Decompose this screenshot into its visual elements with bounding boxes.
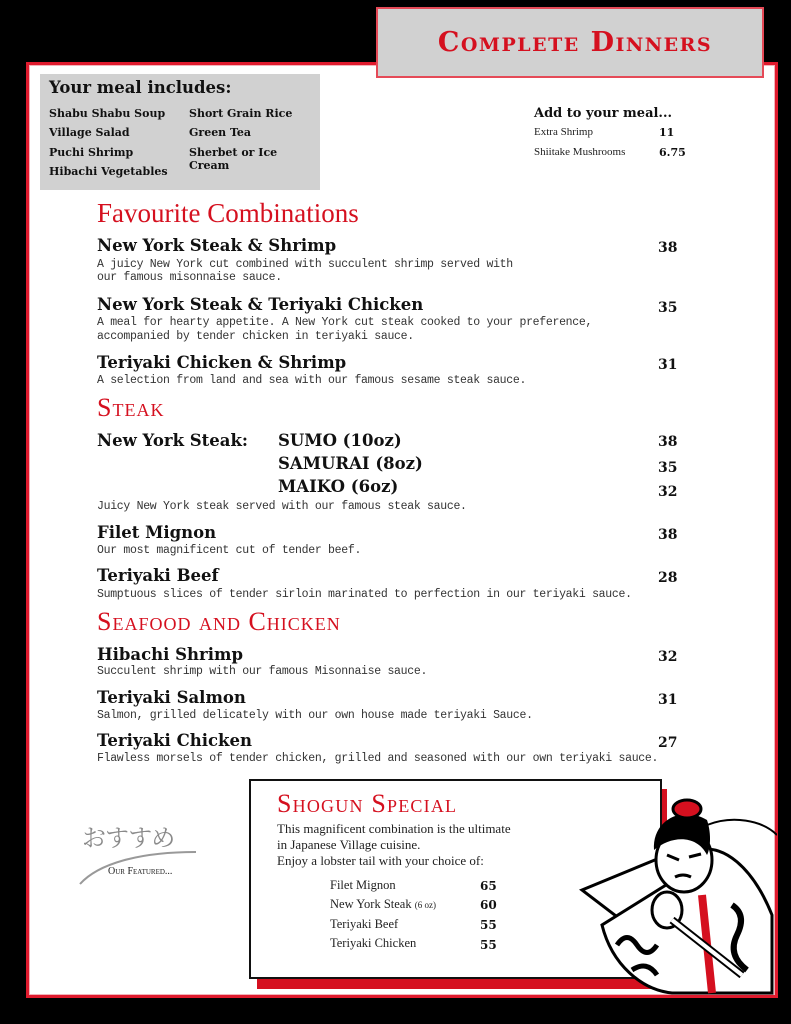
menu-item-desc: Salmon, grilled delicately with our own house made teriyaki Sauce. (97, 709, 533, 722)
shogun-item-price: 65 (480, 879, 497, 893)
menu-item-price: 38 (658, 240, 678, 256)
steak-size-name: MAIKO (6oz) (278, 477, 399, 496)
featured-japanese-text: おすすめ (82, 824, 175, 852)
includes-item: Short Grain Rice (189, 107, 293, 120)
featured-english-text: Our Featured... (108, 866, 173, 877)
menu-item-desc: Our most magnificent cut of tender beef. (97, 544, 362, 557)
shogun-item-price: 55 (480, 938, 497, 952)
shogun-item-name: Teriyaki Chicken (330, 936, 417, 950)
samurai-illustration-icon (572, 795, 777, 995)
steak-size-name: SUMO (10oz) (278, 431, 402, 450)
menu-item-desc: accompanied by tender chicken in teriyaki sauce. (97, 330, 414, 343)
menu-item-price: 35 (658, 300, 678, 316)
featured-logo (78, 818, 208, 888)
meal-includes-panel (40, 74, 320, 190)
section-title-steak: Steak (97, 393, 165, 422)
menu-item-price: 32 (658, 649, 678, 665)
menu-item-desc: A juicy New York cut combined with succulent shrimp served with (97, 258, 513, 271)
menu-item-desc: A selection from land and sea with our famous sesame steak sauce. (97, 374, 527, 387)
shogun-intro-line: Enjoy a lobster tail with your choice of: (277, 853, 484, 868)
menu-item-price: 28 (658, 570, 678, 586)
shogun-intro-line: in Japanese Village cuisine. (277, 837, 421, 852)
meal-includes-heading: Your meal includes: (49, 78, 232, 97)
addon-price: 6.75 (659, 146, 686, 159)
menu-item-name: New York Steak & Teriyaki Chicken (97, 295, 424, 314)
shogun-item-price: 60 (480, 898, 497, 912)
includes-item: Green Tea (189, 126, 252, 139)
includes-item: Puchi Shrimp (49, 146, 134, 159)
menu-item-name: New York Steak & Shrimp (97, 236, 337, 255)
shogun-item-name: Filet Mignon (330, 878, 396, 892)
steak-size-price: 38 (658, 434, 678, 450)
shogun-intro (277, 821, 577, 869)
includes-item: Village Salad (49, 126, 130, 139)
shogun-item-price: 55 (480, 918, 497, 932)
menu-item-price: 31 (658, 692, 678, 708)
includes-item: Hibachi Vegetables (49, 165, 168, 178)
ny-steak-label: New York Steak: (97, 431, 248, 450)
shogun-item-name: New York Steak (6 oz) (330, 897, 436, 911)
page-title-banner (376, 7, 764, 78)
menu-item-desc: A meal for hearty appetite. A New York cut steak cooked to your preference, (97, 316, 593, 329)
menu-item-desc: Flawless morsels of tender chicken, grilled and seasoned with our own teriyaki sauce. (97, 752, 659, 765)
menu-item-name: Teriyaki Salmon (97, 688, 246, 707)
addon-name: Extra Shrimp (534, 126, 593, 138)
menu-item-desc: Succulent shrimp with our famous Misonnaise sauce. (97, 665, 428, 678)
shogun-item-name: Teriyaki Beef (330, 917, 399, 931)
steak-size-price: 35 (658, 460, 678, 476)
menu-item-name: Teriyaki Chicken (97, 731, 252, 750)
section-title-favourites: Favourite Combinations (97, 198, 359, 228)
menu-item-name: Hibachi Shrimp (97, 645, 244, 664)
page-title: Complete Dinners (437, 27, 713, 58)
menu-item-price: 27 (658, 735, 678, 751)
menu-item-desc: our famous misonnaise sauce. (97, 271, 282, 284)
steak-size-name: SAMURAI (8oz) (278, 454, 423, 473)
menu-item-price: 31 (658, 357, 678, 373)
menu-item-name: Teriyaki Beef (97, 566, 219, 585)
includes-item: Sherbet or Ice Cream (189, 146, 278, 172)
addon-price: 11 (659, 126, 675, 139)
addons-heading: Add to your meal... (534, 106, 673, 121)
includes-item: Shabu Shabu Soup (49, 107, 166, 120)
menu-item-desc: Sumptuous slices of tender sirloin marinated to perfection in our teriyaki sauce. (97, 588, 632, 601)
menu-item-name: Teriyaki Chicken & Shrimp (97, 353, 347, 372)
steak-size-price: 32 (658, 484, 678, 500)
menu-item-desc: Juicy New York steak served with our famous steak sauce. (97, 500, 467, 513)
shogun-title: Shogun Special (277, 789, 458, 818)
shogun-intro-line: This magnificent combination is the ultimate (277, 821, 511, 836)
section-title-seafood: Seafood and Chicken (97, 607, 341, 636)
menu-item-name: Filet Mignon (97, 523, 217, 542)
menu-item-price: 38 (658, 527, 678, 543)
addon-name: Shiitake Mushrooms (534, 146, 626, 158)
